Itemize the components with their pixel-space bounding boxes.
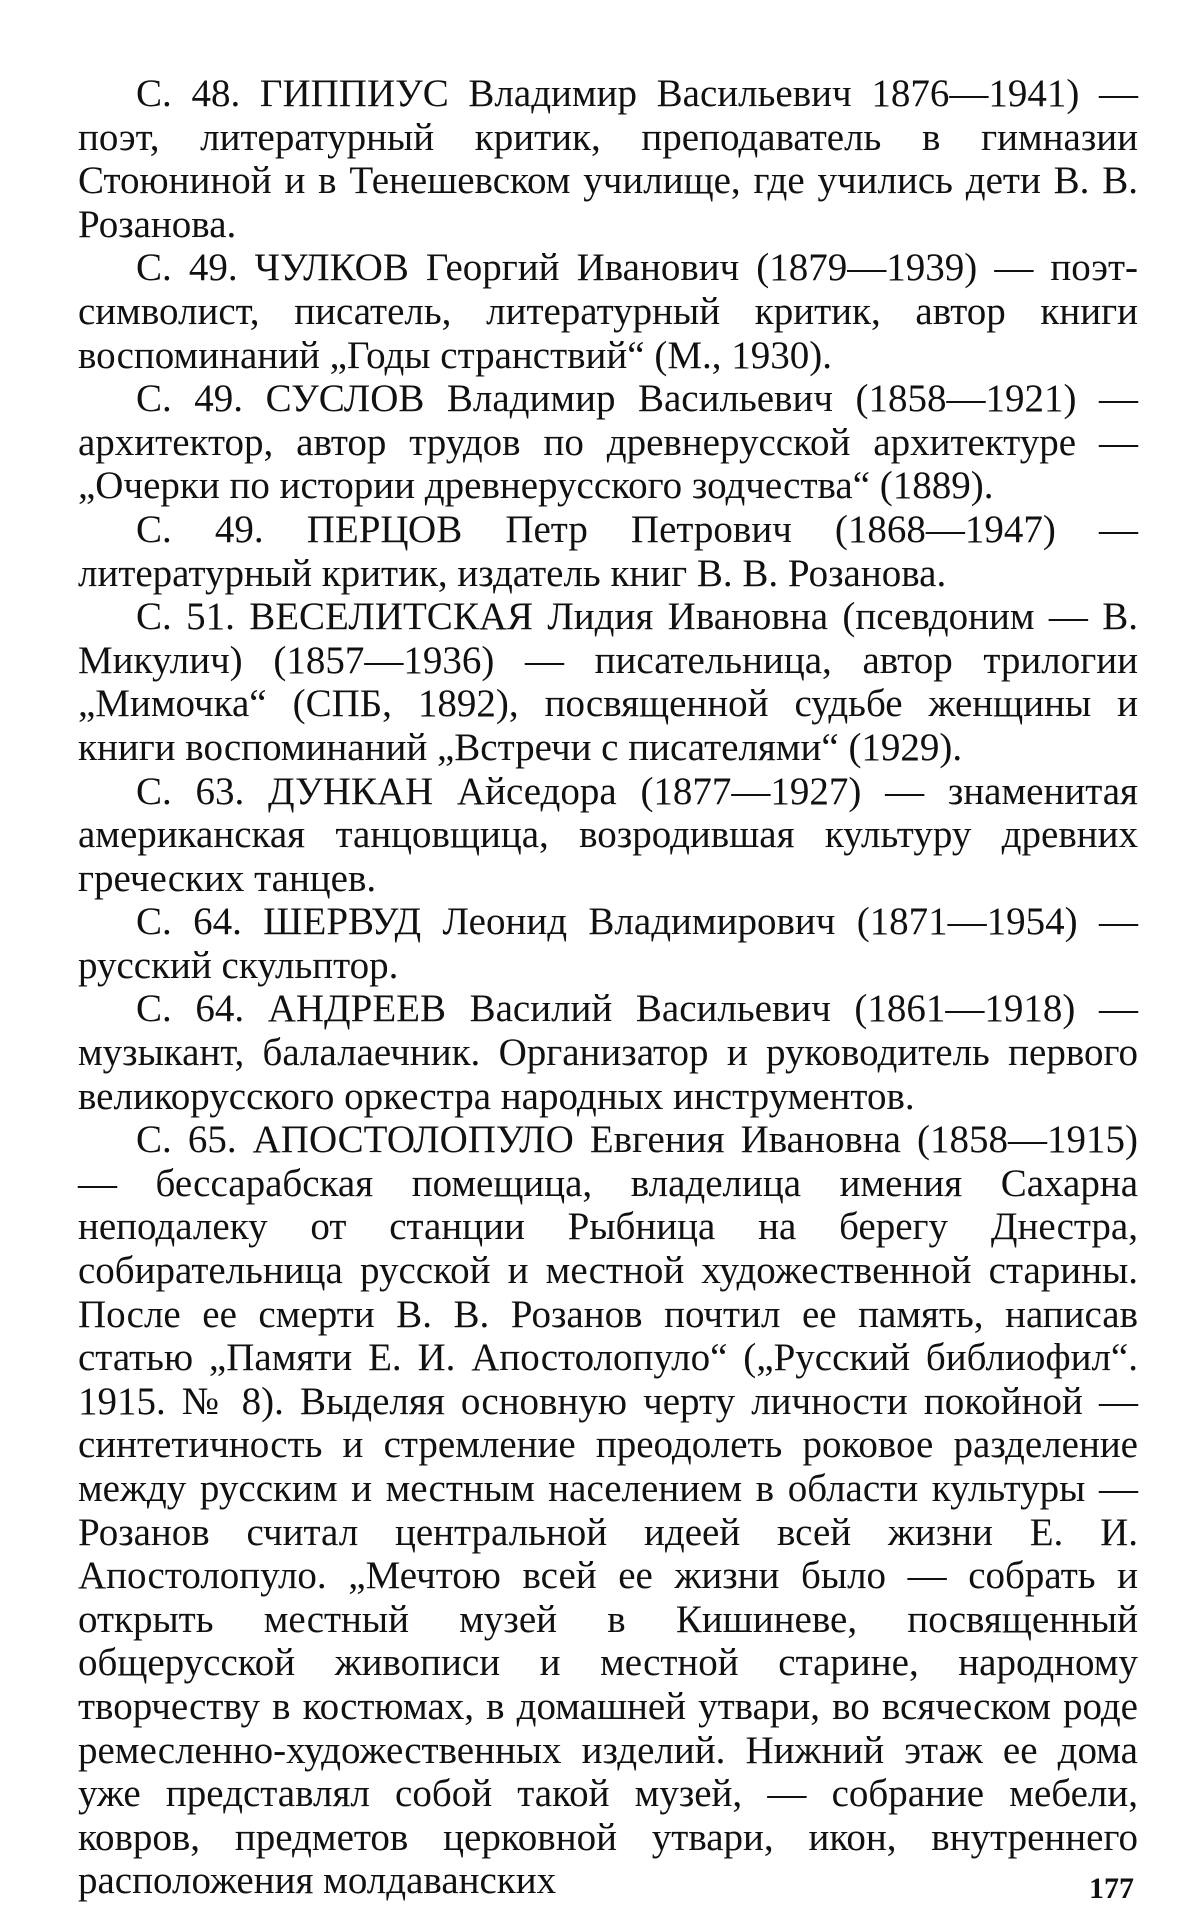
entry-pertsov: С. 49. ПЕРЦОВ Петр Петрович (1868—1947) — литературный критик, издатель книг В. В. Розанова.	[78, 507, 1138, 595]
page-number: 177	[1089, 1872, 1134, 1905]
entry-apostolopulo: С. 65. АПОСТОЛОПУЛО Евгения Ивановна (1858—1915) — бессарабская помещица, владелица имения Сахарна неподалеку от станции Рыбница на берегу Днестра, собирательница русской и местной художественной старины. После ее смерти В. В. Розанов почтил ее память, написав статью „Памяти Е. И. Апостолопуло“ („Русский библиофил“. 1915. № 8). Выделяя основную черту личности покойной — синтетичность и стремление преодолеть роковое разделение между русским и местным населением в области культуры — Розанов считал центральной идеей всей жизни Е. И. Апостолопуло. „Мечтою всей ее жизни было — собрать и открыть местный музей в Кишиневе, посвященный общерусской живописи и местной старине, народному творчеству в костюмах, в домашней утвари, во всяческом роде ремесленно-художественных изделий. Нижний этаж ее дома уже представлял собой такой музей, — собрание мебели, ковров, предметов церковной утвари, икон, внутреннего расположения молдаванских	[78, 1118, 1138, 1903]
entry-suslov: С. 49. СУСЛОВ Владимир Васильевич (1858—1921) — архитектор, автор трудов по древнерусской архитектуре — „Очерки по истории древнерусского зодчества“ (1889).	[78, 377, 1138, 508]
entry-sherwood: С. 64. ШЕРВУД Леонид Владимирович (1871—1954) — русский скульптор.	[78, 900, 1138, 987]
entry-andreev: С. 64. АНДРЕЕВ Василий Васильевич (1861—1918) — музыкант, балалаечник. Организатор и руководитель первого великорусского оркестра народных инструментов.	[78, 987, 1138, 1118]
page-body	[78, 72, 1138, 1903]
entry-veselitskaya: С. 51. ВЕСЕЛИТСКАЯ Лидия Ивановна (псевдоним — В. Микулич) (1857—1936) — писательница, автор трилогии „Мимочка“ (СПБ, 1892), посвященной судьбе женщины и книги воспоминаний „Встречи с писателями“ (1929).	[78, 595, 1138, 769]
entry-chulkov: С. 49. ЧУЛКОВ Георгий Иванович (1879—1939) — поэт-символист, писатель, литературный критик, автор книги воспоминаний „Годы странствий“ (М., 1930).	[78, 246, 1138, 377]
entry-duncan: С. 63. ДУНКАН Айседора (1877—1927) — знаменитая американская танцовщица, возродившая культуру древних греческих танцев.	[78, 769, 1138, 900]
entry-gippius: С. 48. ГИППИУС Владимир Васильевич 1876—1941) — поэт, литературный критик, преподаватель в гимназии Стоюниной и в Тенешевском училище, где учились дети В. В. Розанова.	[78, 72, 1138, 246]
